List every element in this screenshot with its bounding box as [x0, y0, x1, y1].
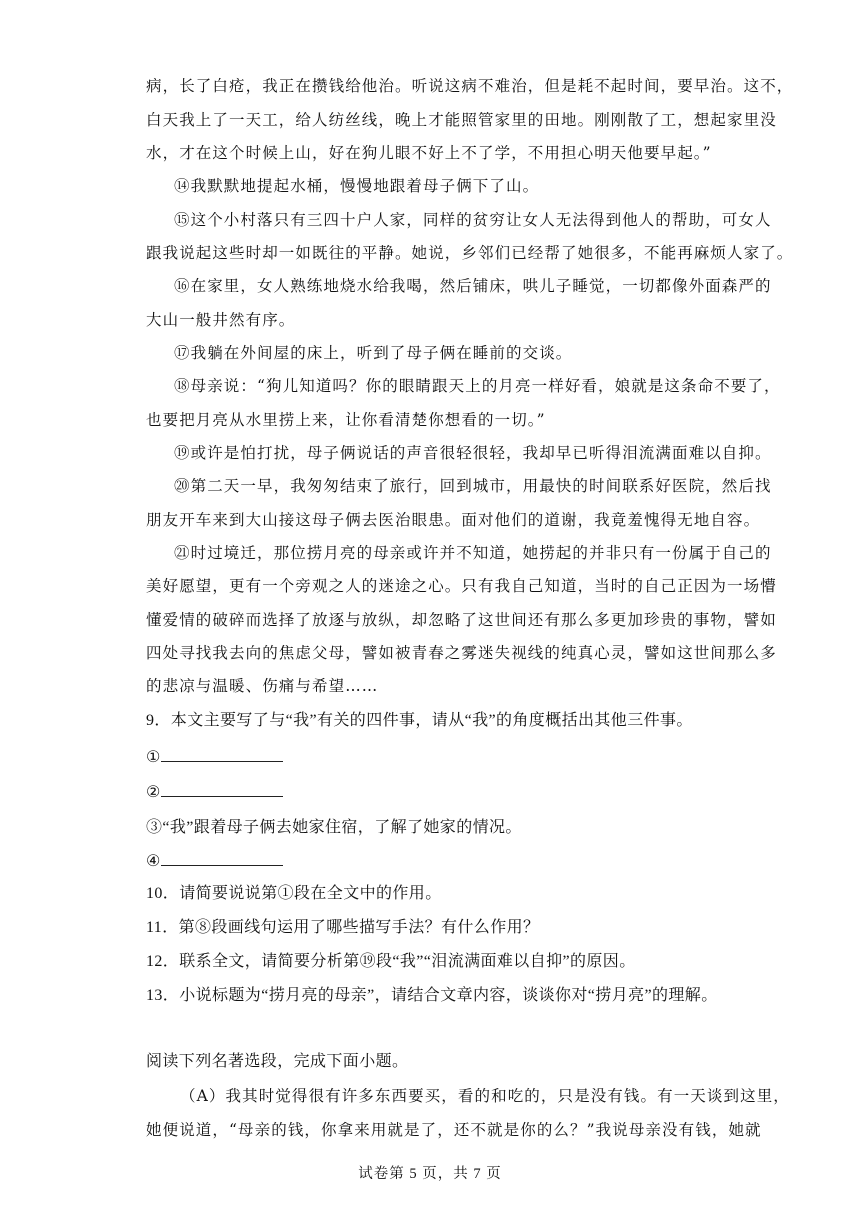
- answer-1-label: ①: [146, 749, 161, 766]
- paragraph-16: ⑯在家里，女人熟练地烧水给我喝，然后铺床，哄儿子睡觉，一切都像外面森严的: [174, 277, 772, 295]
- answer-line-2: [146, 782, 716, 803]
- passage-line: 大山一般井然有序。: [146, 311, 296, 329]
- paragraph-17: ⑰我躺在外间屋的床上，听到了母子俩在睡前的交谈。: [174, 344, 573, 362]
- passage-line: 朋友开车来到大山接这母子俩去医治眼患。面对他们的道谢，我竟羞愧得无地自容。: [146, 511, 761, 529]
- answer-4-label: ④: [146, 853, 161, 870]
- paragraph-18: ⑱母亲说：“狗儿知道吗？你的眼睛跟天上的月亮一样好看，娘就是这条命不要了，: [174, 377, 781, 395]
- paragraph-15: ⑮这个小村落只有三四十户人家，同样的贫穷让女人无法得到他人的帮助，可女人: [174, 211, 772, 229]
- answer-line-3: ③“我”跟着母子俩去她家住宿，了解了她家的情况。: [146, 819, 522, 836]
- passage-line: 白天我上了一天工，给人纺丝线，晚上才能照管家里的田地。刚刚散了工，想起家里没: [146, 111, 777, 129]
- passage-line: 美好愿望，更有一个旁观之人的迷途之心。只有我自己知道，当时的自己正因为一场懵: [146, 577, 777, 595]
- excerpt-line: （A）我其时觉得很有许多东西要买，看的和吃的，只是没有钱。有一天谈到这里，: [180, 1087, 790, 1105]
- answer-2-label: ②: [146, 784, 161, 801]
- question-9: 9．本文主要写了与“我”有关的四件事，请从“我”的角度概括出其他三件事。: [146, 712, 693, 729]
- paragraph-19: ⑲或许是怕打扰，母子俩说话的声音很轻很轻，我却早已听得泪流满面难以自抑。: [174, 444, 772, 462]
- passage-line: 病，长了白疮，我正在攒钱给他治。听说这病不难治，但是耗不起时间，要早治。这不，: [146, 77, 794, 95]
- excerpt-line: 她便说道，“母亲的钱，你拿来用就是了，还不就是你的么？”我说母亲没有钱，她就: [146, 1121, 762, 1139]
- answer-line-1: [146, 747, 716, 768]
- question-11: 11．第⑧段画线句运用了哪些描写手法？有什么作用？: [146, 919, 540, 936]
- answer-line-4: [146, 851, 716, 872]
- passage-line: 懂爱情的破碎而选择了放逐与放纵，却忽略了这世间还有那么多更加珍贵的事物，譬如: [146, 611, 777, 629]
- passage-line: 也要把月亮从水里捞上来，让你看清楚你想看的一切。”: [146, 411, 546, 429]
- question-13: 13．小说标题为“捞月亮的母亲”，请结合文章内容，谈谈你对“捞月亮”的理解。: [146, 987, 718, 1004]
- question-12: 12．联系全文，请简要分析第⑲段“我”“泪流满面难以自抑”的原因。: [146, 953, 636, 970]
- paragraph-14: ⑭我默默地提起水桶，慢慢地跟着母子俩下了山。: [174, 177, 540, 195]
- page-footer: 试卷第 5 页，共 7 页: [358, 1166, 502, 1182]
- passage-line: 水，才在这个时候上山，好在狗儿眼不好上不了学，不用担心明天他要早起。”: [146, 144, 712, 162]
- passage-line: 跟我说起这些时却一如既往的平静。她说，乡邻们已经帮了她很多，不能再麻烦人家了。: [146, 244, 794, 262]
- paragraph-21: ㉑时过境迁，那位捞月亮的母亲或许并不知道，她捞起的并非只有一份属于自己的: [174, 544, 772, 562]
- answer-2-blank[interactable]: [161, 782, 283, 797]
- passage-line: 四处寻找我去向的焦虑父母，譬如被青春之雾迷失视线的纯真心灵，譬如这世间那么多: [146, 644, 777, 662]
- paragraph-20: ⑳第二天一早，我匆匆结束了旅行，回到城市，用最快的时间联系好医院，然后找: [174, 477, 772, 495]
- passage-line: 的悲凉与温暖、伤痛与希望……: [146, 677, 379, 695]
- question-10: 10．请简要说说第①段在全文中的作用。: [146, 885, 442, 902]
- answer-4-blank[interactable]: [161, 851, 283, 866]
- section-instruction: 阅读下列名著选段，完成下面小题。: [146, 1053, 409, 1070]
- answer-1-blank[interactable]: [161, 747, 283, 762]
